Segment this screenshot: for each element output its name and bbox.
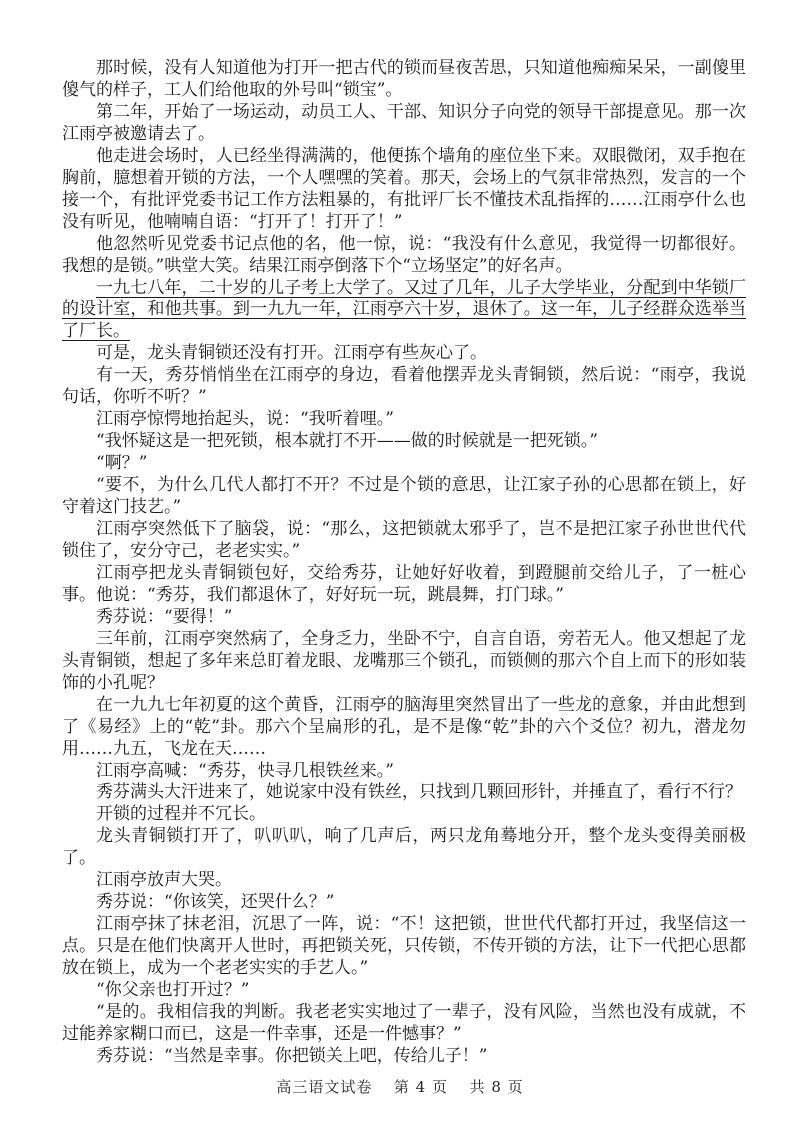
page-footer xyxy=(0,1076,800,1097)
passage-paragraph: 开锁的过程并不冗长。 xyxy=(96,804,266,825)
footer-spacer xyxy=(454,1078,464,1096)
passage-paragraph: 江雨亭惊愕地抬起头，说：“我听着哩。” xyxy=(96,409,394,430)
passage-paragraph: 可是，龙头青铜锁还没有打开。江雨亭有些灰心了。 xyxy=(96,343,487,364)
passage-paragraph: 第二年，开始了一场运动，动员工人、干部、知识分子向党的领导干部提意见。那一次江雨亭被邀请去了。 xyxy=(62,101,746,144)
passage-paragraph: 江雨亭突然低下了脑袋，说：“那么，这把锁就太邪乎了，岂不是把江家子孙世世代代锁住了，安分守己，老老实实。” xyxy=(62,519,746,561)
passage-paragraph: 他走进会场时，人已经坐得满满的，他便拣个墙角的座位坐下来。双眼微闭，双手抱在胸前，臆想着开锁的方法，一个人嘿嘿的笑着。那天，会场上的气氛非常热烈，发言的一个接一个，有批评党委书记工作方法粗暴的，有批评厂长不懂技术乱指挥的……江雨亭什么也没有听见，他喃喃自语：“打开了！打开了！” xyxy=(62,145,746,232)
passage-paragraph: 龙头青铜锁打开了，叭叭叭，响了几声后，两只龙角蓦地分开，整个龙头变得美丽极了。 xyxy=(62,826,746,869)
footer-spacer xyxy=(378,1078,388,1096)
passage-paragraph: 那时候，没有人知道他为打开一把古代的锁而昼夜苦思，只知道他痴痴呆呆，一副傻里傻气的样子，工人们给他取的外号叫“锁宝”。 xyxy=(62,58,746,100)
passage-paragraph: 江雨亭抹了抹老泪，沉思了一阵，说：“不！这把锁，世世代代都打开过，我坚信这一点。只是在他们快离开人世时，再把锁关死，只传锁，不传开锁的方法，让下一代把心思都放在锁上，成为一个老老实实的手艺人。” xyxy=(62,914,746,979)
total-pages: 共 8 页 xyxy=(469,1078,524,1096)
passage-paragraph: “啊？” xyxy=(96,453,148,474)
page-number: 第 4 页 xyxy=(393,1078,448,1096)
passage-paragraph: 秀芬满头大汗进来了，她说家中没有铁丝，只找到几颗回形针，并捶直了，看行不行？ xyxy=(96,782,742,803)
passage-paragraph: 江雨亭把龙头青铜锁包好，交给秀芬，让她好好收着，到蹬腿前交给儿子，了一桩心事。他说：“秀芬，我们都退休了，好好玩一玩，跳晨舞，打门球。” xyxy=(62,562,746,605)
passage-paragraph: 在一九九七年初夏的这个黄昏，江雨亭的脑海里突然冒出了一些龙的意象，并由此想到了《易经》上的“乾”卦。那六个呈扁形的孔，是不是像“乾”卦的六个爻位？初九，潜龙勿用……九五，飞龙在天…… xyxy=(62,694,746,759)
passage-paragraph: 三年前，江雨亭突然病了，全身乏力，坐卧不宁，自言自语，旁若无人。他又想起了龙头青铜锁，想起了多年来总盯着龙眼、龙嘴那三个锁孔，而锁侧的那六个自上而下的形如装饰的小孔呢？ xyxy=(62,628,746,693)
passage-paragraph: “你父亲也打开过？” xyxy=(96,980,250,1001)
passage-paragraph: 秀芬说：“要得！” xyxy=(96,606,233,627)
reading-passage xyxy=(62,58,746,1068)
passage-paragraph: “要不，为什么几代人都打不开？不过是个锁的意思，让江家子孙的心思都在锁上，好守着这门技艺。” xyxy=(62,475,746,518)
passage-paragraph: 他忽然听见党委书记点他的名，他一惊，说：“我没有什么意见，我觉得一切都很好。我想的是锁。”哄堂大笑。结果江雨亭倒落下个“立场坚定”的好名声。 xyxy=(62,233,746,276)
passage-paragraph: 江雨亭放声大哭。 xyxy=(96,870,232,891)
passage-paragraph: 秀芬说：“当然是幸事。你把锁关上吧，传给儿子！” xyxy=(96,1045,488,1066)
passage-paragraph: “是的。我相信我的判断。我老老实实地过了一辈子，没有风险，当然也没有成就，不过能养家糊口而已，这是一件幸事，还是一件憾事？” xyxy=(62,1001,746,1044)
passage-paragraph: “我怀疑这是一把死锁，根本就打不开——做的时候就是一把死锁。” xyxy=(96,431,598,452)
exam-title: 高三语文试卷 xyxy=(276,1078,373,1096)
passage-paragraph-underlined: 一九七八年，二十岁的儿子考上大学了。又过了几年，儿子大学毕业，分配到中华锁厂的设计室，和他共事。到一九九一年，江雨亭六十岁，退休了。这一年，儿子经群众选举当了厂长。 xyxy=(62,277,746,342)
passage-paragraph: 江雨亭高喊：“秀芬，快寻几根铁丝来。” xyxy=(96,760,394,781)
passage-paragraph: 秀芬说：“你该笑，还哭什么？” xyxy=(96,892,335,913)
passage-paragraph: 有一天，秀芬悄悄坐在江雨亭的身边，看着他摆弄龙头青铜锁，然后说：“雨亭，我说句话，你听不听？” xyxy=(62,365,746,408)
